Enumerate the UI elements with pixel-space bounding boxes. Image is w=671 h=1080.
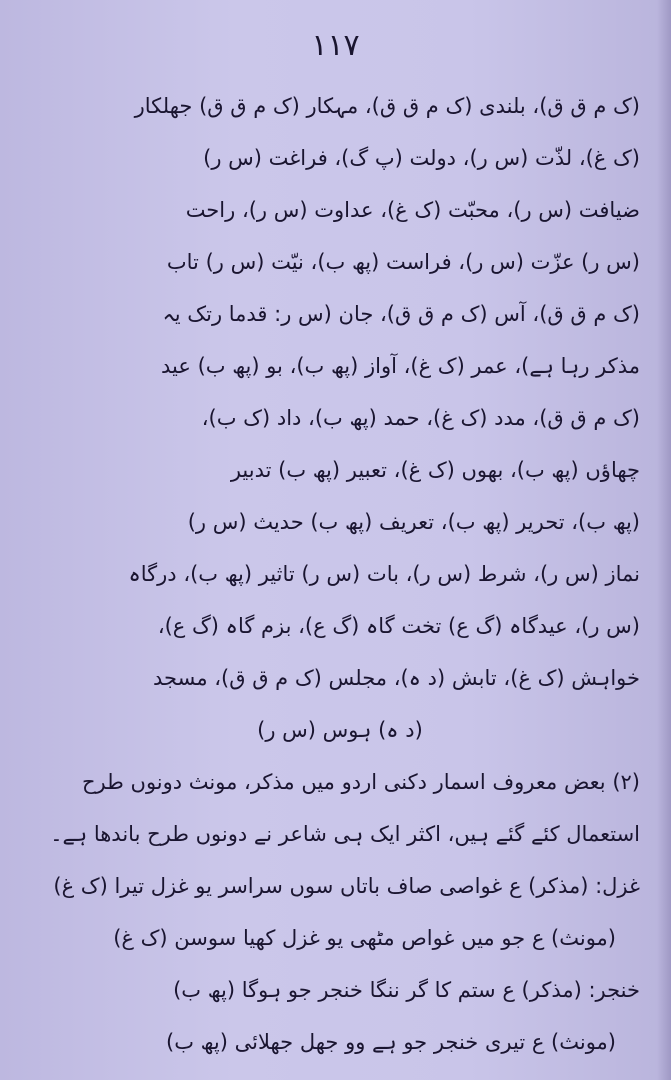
text-line: ضیافت (س ر)، محبّت (ک غ)، عداوت (س ر)، راحت bbox=[185, 198, 640, 222]
text-line: نماز (س ر)، شرط (س ر)، بات (س ر) تاثیر (پھ ب)، درگاہ bbox=[128, 562, 640, 586]
text-line: (پھ ب)، تحریر (پھ ب)، تعریف (پھ ب) حدیث (س ر) bbox=[187, 510, 640, 534]
verse-line: (مونث) ع تیری خنجر جو ہے وو جھل جھلائی (پھ ب) bbox=[166, 1030, 616, 1054]
text-line: استعمال کئے گئے ہیں، اکثر ایک ہی شاعر نے دونوں طرح باندھا ہے۔ bbox=[50, 822, 640, 846]
text-line: (س ر)، عیدگاہ (گ ع) تخت گاہ (گ ع)، بزم گاہ (گ ع)، bbox=[157, 614, 640, 638]
text-line: (ک م ق ق)، مدد (ک غ)، حمد (پھ ب)، داد (ک ب)، bbox=[201, 406, 640, 430]
verse-line: (مونث) ع جو میں غواص مٹھی یو غزل کھیا سوسن (ک غ) bbox=[113, 926, 616, 950]
verse-line: غزل: (مذکر) ع غواصی صاف باتاں سوں سراسر یو غزل تیرا (ک غ) bbox=[53, 874, 640, 898]
body-text bbox=[40, 80, 640, 1068]
text-line: (س ر) عزّت (س ر)، فراست (پھ ب)، نیّت (س ر) تاب bbox=[166, 250, 640, 274]
text-line: (ک م ق ق)، آس (ک م ق ق)، جان (س ر: قدما رتک یہ bbox=[162, 302, 640, 326]
text-line: (ک غ)، لذّت (س ر)، دولت (پ گ)، فراغت (س ر) bbox=[203, 146, 640, 170]
section-heading-line: (۲) بعض معروف اسمار دکنی اردو میں مذکر، مونث دونوں طرح bbox=[81, 770, 640, 794]
page-number: ۱۱۷ bbox=[311, 28, 360, 63]
page-edge-shadow bbox=[657, 0, 671, 1080]
text-line: خواہش (ک غ)، تابش (د ہ)، مجلس (ک م ق ق)، مسجد bbox=[153, 666, 640, 690]
text-line: (د ہ) ہوس (س ر) bbox=[257, 718, 423, 742]
verse-line: خنجر: (مذکر) ع ستم کا گر ننگا خنجر جو ہوگا (پھ ب) bbox=[173, 978, 640, 1002]
text-line: چھاؤں (پھ ب)، بھوں (ک غ)، تعبیر (پھ ب) تدبیر bbox=[230, 458, 640, 482]
text-line: (ک م ق ق)، بلندی (ک م ق ق)، مہکار (ک م ق ق) جھلکار bbox=[134, 94, 640, 118]
text-line: مذکر رہا ہے)، عمر (ک غ)، آواز (پھ ب)، بو (پھ ب) عید bbox=[161, 354, 640, 378]
